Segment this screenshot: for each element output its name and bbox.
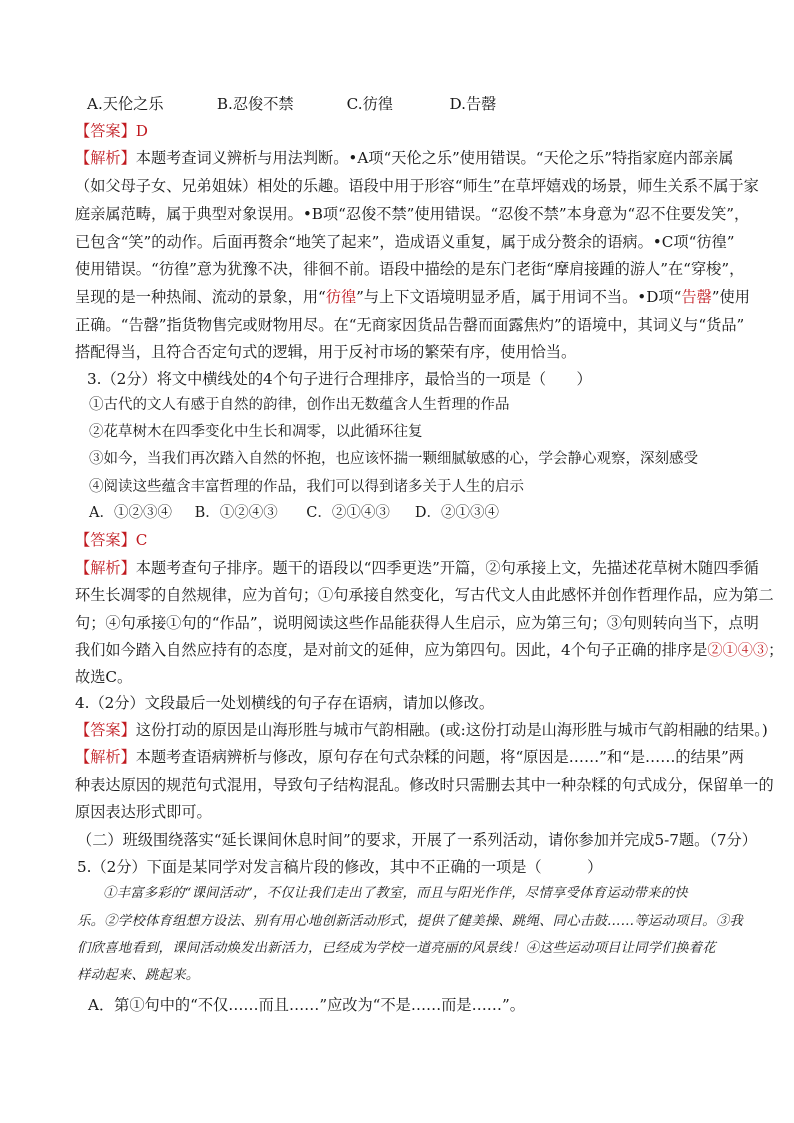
- analysis-tag: 【解析】: [75, 149, 136, 167]
- answer-value: C: [135, 531, 148, 549]
- q2-option-d: D.告罄: [449, 95, 497, 113]
- highlight-word: 告罄: [681, 288, 712, 306]
- q4-analysis-line: 种表达原因的规范句式混用，导致句子结构混乱。修改时只需删去其中一种杂糅的句式成分，保留单一的: [75, 776, 774, 794]
- q5-passage-line: ①丰富多彩的“课间活动”，不仅让我们走出了教室，而且与阳光作伴，尽情享受体育运动带来的快: [103, 886, 688, 901]
- q2-analysis-line: 使用错误。“彷徨”意为犹豫不决，徘徊不前。语段中描绘的是东门老街“摩肩接踵的游人”在“穿梭”，: [75, 260, 745, 278]
- q2-option-c: C.彷徨: [346, 95, 393, 113]
- q3-sentence: ④阅读这些蕴含丰富哲理的作品，我们可以得到诸多关于人生的启示: [89, 479, 524, 495]
- q3-option-c: C．②①④③: [306, 505, 390, 521]
- q5-passage-line: 样动起来、跳起来。: [77, 968, 200, 983]
- q4-analysis-line: 原因表达形式即可。: [75, 803, 212, 821]
- answer-value: 这份打动的原因是山海形胜与城市气韵相融。(或:这份打动是山海形胜与城市气韵相融的结果。): [135, 721, 768, 739]
- section-heading: （二）班级围绕落实“延长课间休息时间”的要求，开展了一系列活动，请你参加并完成5-7题。（7分）: [77, 831, 757, 849]
- analysis-text: 本题考查词义辨析与用法判断。•A项“天伦之乐”使用错误。“天伦之乐”特指家庭内部亲属: [135, 149, 734, 167]
- q2-analysis-line: 已包含“笑”的动作。后面再赘余“地笑了起来”，造成语义重复，属于成分赘余的语病。•C项“彷徨”: [75, 233, 735, 251]
- q3-analysis-line: 环生长凋零的自然规律，应为首句；①句承接自然变化，写古代文人由此感怀并创作哲理作品，应为第二: [75, 586, 774, 604]
- q3-stem: 3.（2分）将文中横线处的4个句子进行合理排序，最恰当的一项是（ ）: [87, 370, 592, 388]
- analysis-text: ；: [768, 641, 784, 659]
- q2-option-b: B.忍俊不禁: [216, 95, 294, 113]
- highlight-order: ②①④③: [707, 641, 769, 659]
- q3-option-a: A．①②③④: [89, 505, 172, 521]
- q3-sentence: ③如今，当我们再次踏入自然的怀抱，也应该怀揣一颗细腻敏感的心，学会静心观察，深刻感受: [89, 451, 698, 467]
- q3-sentence: ②花草树木在四季变化中生长和凋零，以此循环往复: [89, 424, 423, 440]
- analysis-text: 我们如今踏入自然应持有的态度，是对前文的延伸，应为第四句。因此，4个句子正确的排序是: [75, 641, 708, 659]
- analysis-tag: 【解析】: [75, 559, 136, 577]
- q3-sentence: ①古代的文人有感于自然的韵律，创作出无数蕴含人生哲理的作品: [89, 397, 510, 413]
- q2-analysis-line: （如父母子女、兄弟姐妹）相处的乐趣。语段中用于形容“师生”在草坪嬉戏的场景，师生关系不属于家: [75, 177, 759, 195]
- q2-options: [87, 93, 496, 115]
- q5-passage-line: 乐。②学校体育组想方设法、别有用心地创新活动形式，提供了健美操、跳绳、同心击鼓……等运动项目。③我: [77, 914, 743, 929]
- q5-option-a: A．第①句中的“不仅……而且……”应改为“不是……而是……”。: [88, 996, 525, 1014]
- answer-tag: 【答案】: [75, 721, 136, 739]
- analysis-text: ”与上下文语境明显矛盾，属于用词不当。•D项“: [356, 288, 682, 306]
- analysis-text: 呈现的是一种热闹、流动的景象，用“: [75, 288, 326, 306]
- q3-analysis-line: 故选C。: [75, 668, 133, 686]
- q4-answer: [75, 719, 768, 741]
- analysis-text: 本题考查语病辨析与修改，原句存在句式杂糅的问题，将“原因是……”和“是……的结果”两: [135, 748, 744, 766]
- q5-stem: 5.（2分）下面是某同学对发言稿片段的修改，其中不正确的一项是（ ）: [77, 858, 603, 876]
- q2-answer: [75, 120, 148, 142]
- q5-passage-line: 们欣喜地看到，课间活动焕发出新活力，已经成为学校一道亮丽的风景线！④这些运动项目让同学们换着花: [77, 941, 716, 956]
- q2-analysis-line: [75, 286, 750, 308]
- analysis-tag: 【解析】: [75, 748, 136, 766]
- answer-tag: 【答案】: [75, 531, 136, 549]
- q3-option-b: B．①②④③: [194, 505, 278, 521]
- q3-analysis-line: 句；④句承接①句的“作品”，说明阅读这些作品能获得人生启示，应为第三句；③句则转向当下，点明: [75, 614, 759, 632]
- analysis-text: 本题考查句子排序。题干的语段以“四季更迭”开篇，②句承接上文，先描述花草树木随四季循: [135, 559, 759, 577]
- analysis-text: ”使用: [711, 288, 750, 306]
- q2-analysis-line: [75, 147, 733, 169]
- answer-value: D: [135, 122, 148, 140]
- q2-analysis-line: 庭亲属范畴，属于典型对象误用。•B项“忍俊不禁”使用错误。“忍俊不禁”本身意为“忍不住要发笑”，: [75, 205, 750, 223]
- q3-analysis-line: [75, 557, 759, 579]
- q2-analysis-line: 正确。“告罄”指货物售完或财物用尽。在“无商家因货品告罄而面露焦灼”的语境中，其词义与“货品”: [75, 316, 745, 334]
- q2-analysis-line: 搭配得当，且符合否定句式的逻辑，用于反衬市场的繁荣有序，使用恰当。: [75, 343, 577, 361]
- q3-option-d: D．②①③④: [414, 505, 499, 521]
- q2-option-a: A.天伦之乐: [87, 95, 164, 113]
- answer-tag: 【答案】: [75, 122, 136, 140]
- q3-analysis-line: [75, 639, 783, 661]
- q4-analysis-line: [75, 746, 744, 768]
- highlight-word: 彷徨: [325, 288, 357, 306]
- q4-stem: 4.（2分）文段最后一处划横线的句子存在语病，请加以修改。: [75, 694, 495, 712]
- q3-options: [89, 502, 499, 524]
- q3-answer: [75, 529, 147, 551]
